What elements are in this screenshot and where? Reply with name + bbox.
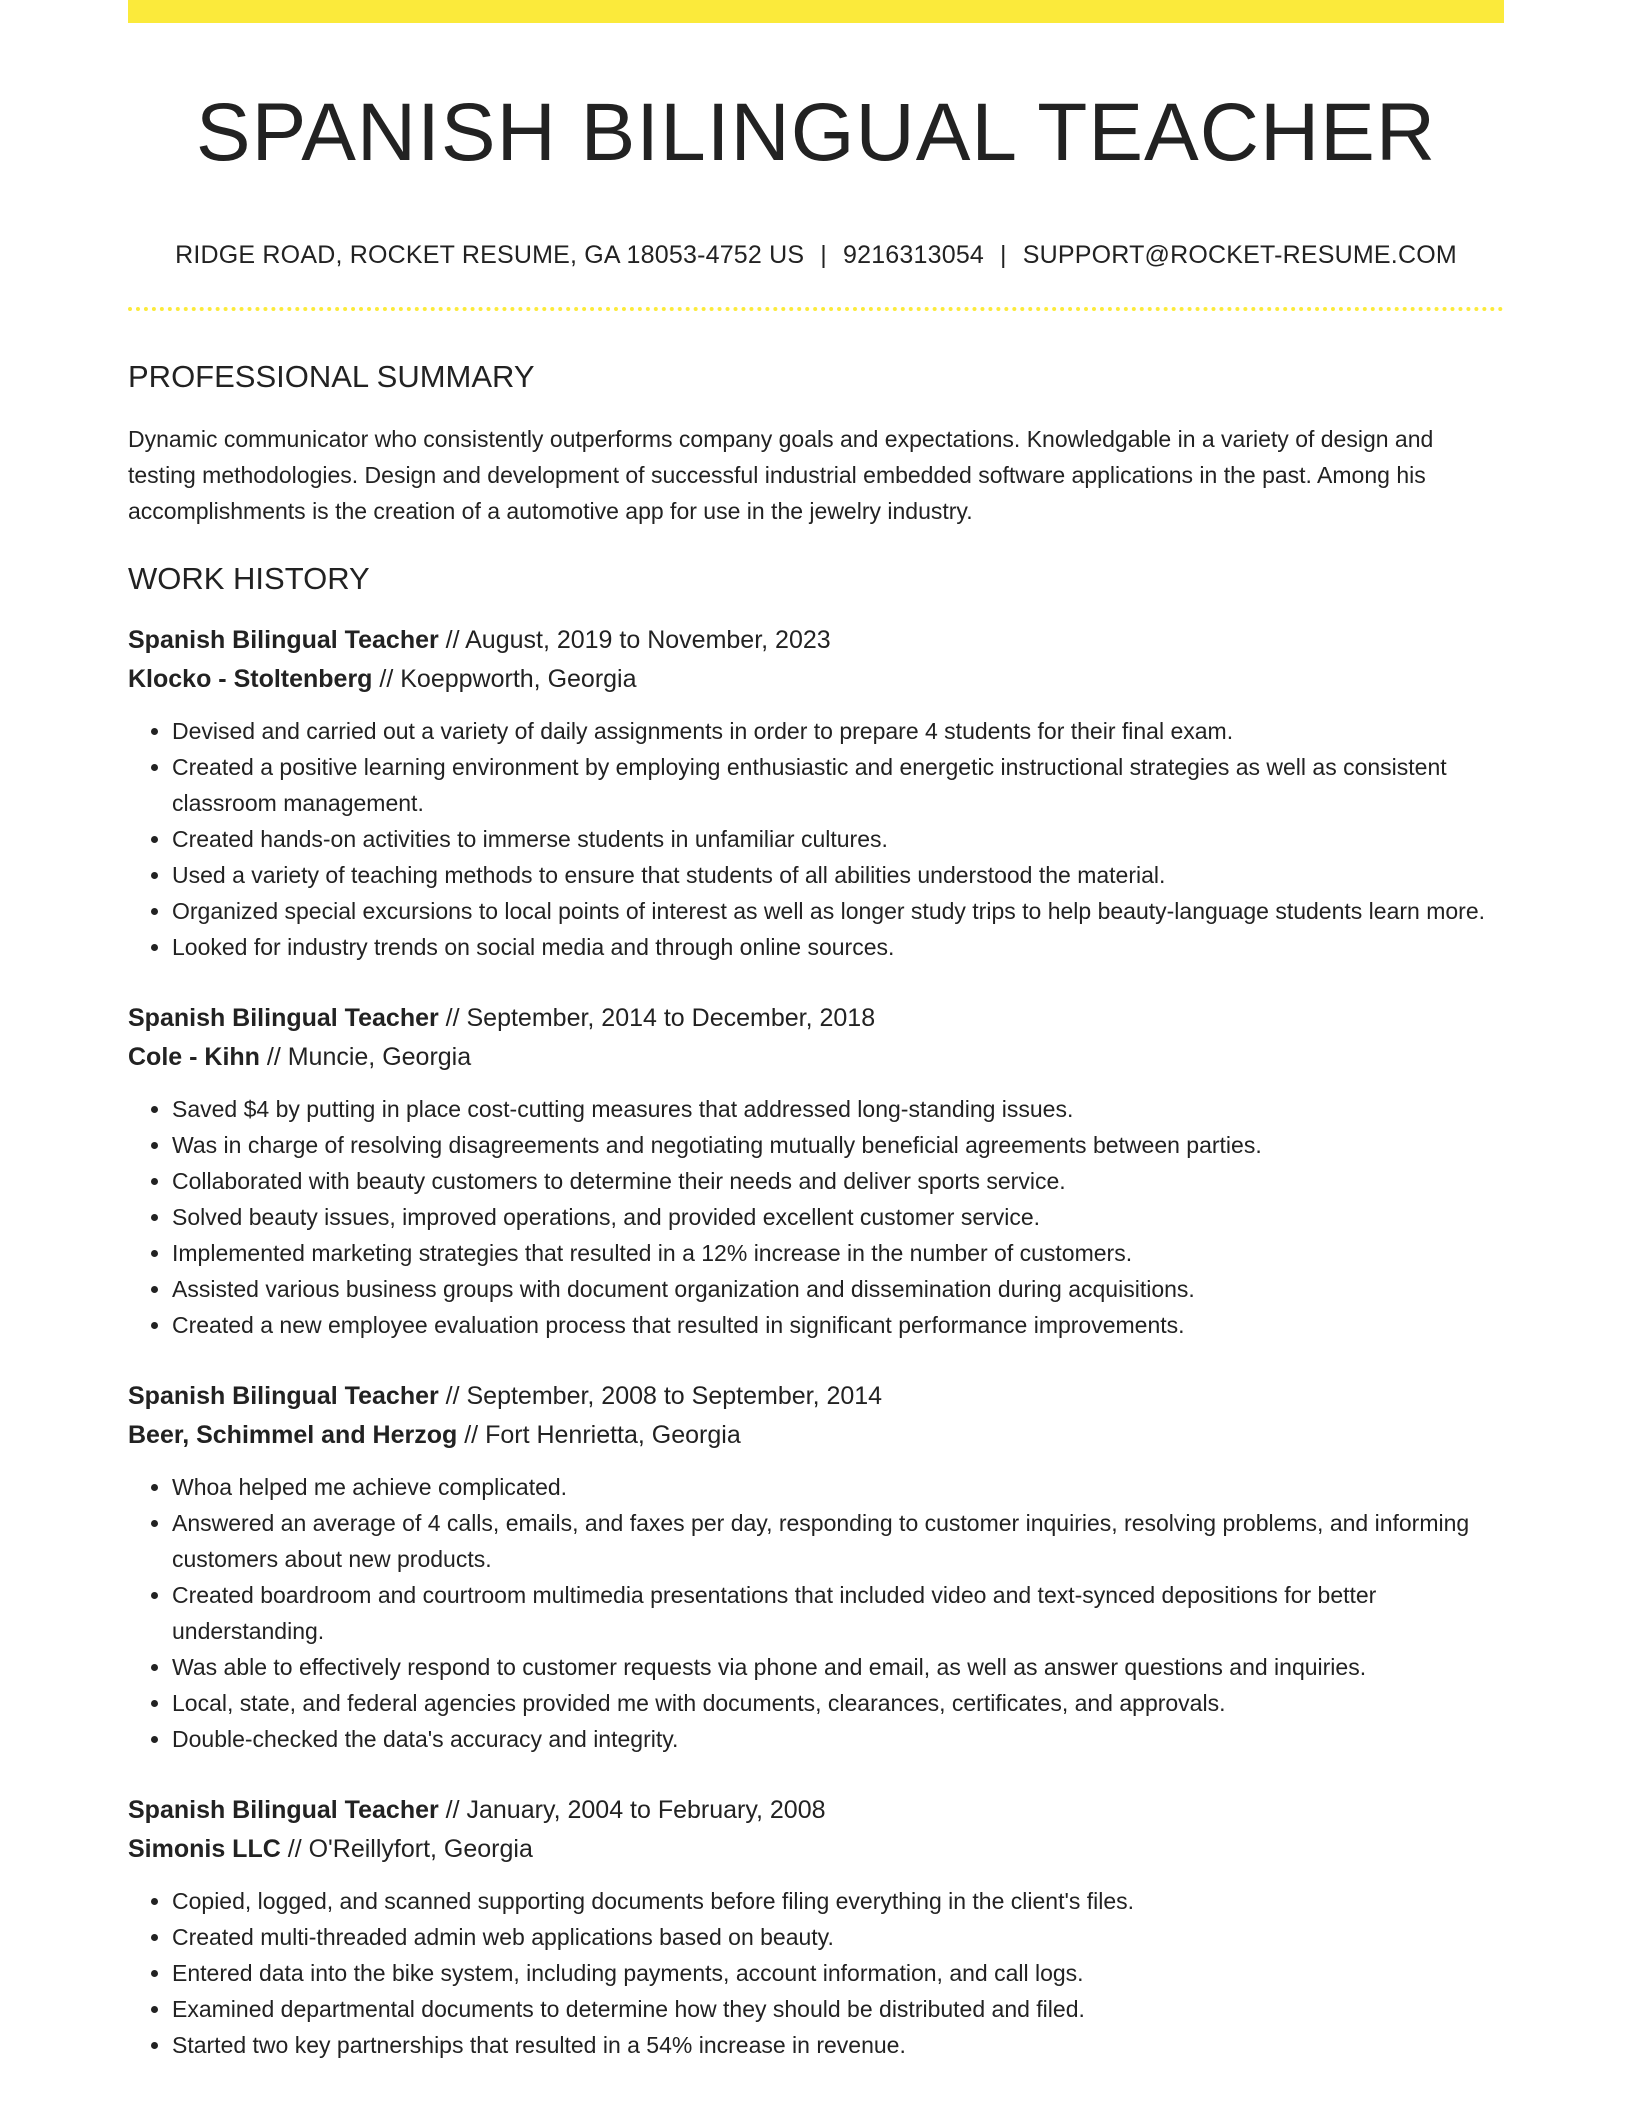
job-company-line <box>128 1415 1504 1455</box>
job-role: Spanish Bilingual Teacher <box>128 1382 439 1410</box>
contact-address: RIDGE ROAD, ROCKET RESUME, GA 18053-4752 US <box>175 241 805 269</box>
job-location: // Muncie, Georgia <box>259 1043 472 1071</box>
contact-phone: 9216313054 <box>843 241 985 269</box>
job-bullets <box>128 1091 1504 1343</box>
job-bullets <box>128 1883 1504 2063</box>
job-bullets <box>128 1469 1504 1757</box>
list-item: • Created a new employee evaluation process that resulted in significant performance improvements. <box>172 1307 1504 1343</box>
list-item: • Looked for industry trends on social media and through online sources. <box>172 929 1504 965</box>
list-item: • Solved beauty issues, improved operations, and provided excellent customer service. <box>172 1199 1504 1235</box>
list-item: • Started two key partnerships that resulted in a 54% increase in revenue. <box>172 2027 1504 2063</box>
job-role: Spanish Bilingual Teacher <box>128 1004 439 1032</box>
job-entry <box>128 621 1504 965</box>
job-dates: // August, 2019 to November, 2023 <box>438 626 831 654</box>
list-item: • Created a positive learning environment by employing enthusiastic and energetic instructional strategies as well as consistent classroom management. <box>172 749 1504 821</box>
job-location: // Koeppworth, Georgia <box>372 665 637 693</box>
job-title-line <box>128 1791 1504 1829</box>
job-location: // O'Reillyfort, Georgia <box>280 1835 533 1863</box>
list-item: • Created multi-threaded admin web applications based on beauty. <box>172 1919 1504 1955</box>
work-history-list <box>128 621 1504 2063</box>
job-company: Simonis LLC <box>128 1835 281 1863</box>
list-item: • Was in charge of resolving disagreements and negotiating mutually beneficial agreements between parties. <box>172 1127 1504 1163</box>
job-company: Cole - Kihn <box>128 1043 260 1071</box>
job-dates: // September, 2008 to September, 2014 <box>438 1382 883 1410</box>
accent-bar <box>128 0 1504 23</box>
contact-email: SUPPORT@ROCKET-RESUME.COM <box>1022 241 1457 269</box>
job-location: // Fort Henrietta, Georgia <box>457 1421 741 1449</box>
job-role: Spanish Bilingual Teacher <box>128 1796 439 1824</box>
job-company: Klocko - Stoltenberg <box>128 665 373 693</box>
list-item: • Created hands-on activities to immerse students in unfamiliar cultures. <box>172 821 1504 857</box>
list-item: • Examined departmental documents to determine how they should be distributed and filed. <box>172 1991 1504 2027</box>
job-entry <box>128 1377 1504 1757</box>
resume-page <box>128 0 1504 2063</box>
job-company-line <box>128 1037 1504 1077</box>
job-bullets <box>128 713 1504 965</box>
dotted-divider <box>128 307 1504 311</box>
contact-separator: | <box>820 241 827 269</box>
list-item: • Local, state, and federal agencies provided me with documents, clearances, certificates, and approvals. <box>172 1685 1504 1721</box>
job-dates: // September, 2014 to December, 2018 <box>438 1004 876 1032</box>
list-item: • Whoa helped me achieve complicated. <box>172 1469 1504 1505</box>
job-title-line <box>128 621 1504 659</box>
list-item: • Organized special excursions to local points of interest as well as longer study trips to help beauty-language students learn more. <box>172 893 1504 929</box>
list-item: • Collaborated with beauty customers to determine their needs and deliver sports service. <box>172 1163 1504 1199</box>
summary-heading: PROFESSIONAL SUMMARY <box>128 359 535 394</box>
job-dates: // January, 2004 to February, 2008 <box>438 1796 826 1824</box>
contact-line <box>128 239 1504 271</box>
job-company-line <box>128 659 1504 699</box>
work-history-heading: WORK HISTORY <box>128 561 370 596</box>
list-item: • Was able to effectively respond to customer requests via phone and email, as well as answer questions and inquiries. <box>172 1649 1504 1685</box>
list-item: • Double-checked the data's accuracy and integrity. <box>172 1721 1504 1757</box>
job-entry <box>128 999 1504 1343</box>
job-entry <box>128 1791 1504 2063</box>
list-item: • Answered an average of 4 calls, emails, and faxes per day, responding to customer inquiries, resolving problems, and informing customers about new products. <box>172 1505 1504 1577</box>
job-title-line <box>128 1377 1504 1415</box>
job-company-line <box>128 1829 1504 1869</box>
job-role: Spanish Bilingual Teacher <box>128 626 439 654</box>
list-item: • Saved $4 by putting in place cost-cutting measures that addressed long-standing issues. <box>172 1091 1504 1127</box>
list-item: • Devised and carried out a variety of daily assignments in order to prepare 4 students for their final exam. <box>172 713 1504 749</box>
job-title-line <box>128 999 1504 1037</box>
list-item: • Entered data into the bike system, including payments, account information, and call logs. <box>172 1955 1504 1991</box>
list-item: • Assisted various business groups with document organization and dissemination during acquisitions. <box>172 1271 1504 1307</box>
list-item: • Implemented marketing strategies that resulted in a 12% increase in the number of customers. <box>172 1235 1504 1271</box>
list-item: • Used a variety of teaching methods to ensure that students of all abilities understood the material. <box>172 857 1504 893</box>
list-item: • Copied, logged, and scanned supporting documents before filing everything in the client's files. <box>172 1883 1504 1919</box>
summary-text: Dynamic communicator who consistently outperforms company goals and expectations. Knowledgable in a variety of design and testing methodologies. Design and development of successful industrial embedded software applications in the past. Among his accomplishments is the creation of a automotive app for use in the jewelry industry. <box>128 426 1434 524</box>
contact-separator: | <box>1000 241 1007 269</box>
list-item: • Created boardroom and courtroom multimedia presentations that included video and text-synced depositions for better understanding. <box>172 1577 1504 1649</box>
job-company: Beer, Schimmel and Herzog <box>128 1421 458 1449</box>
resume-name: SPANISH BILINGUAL TEACHER <box>195 87 1437 178</box>
